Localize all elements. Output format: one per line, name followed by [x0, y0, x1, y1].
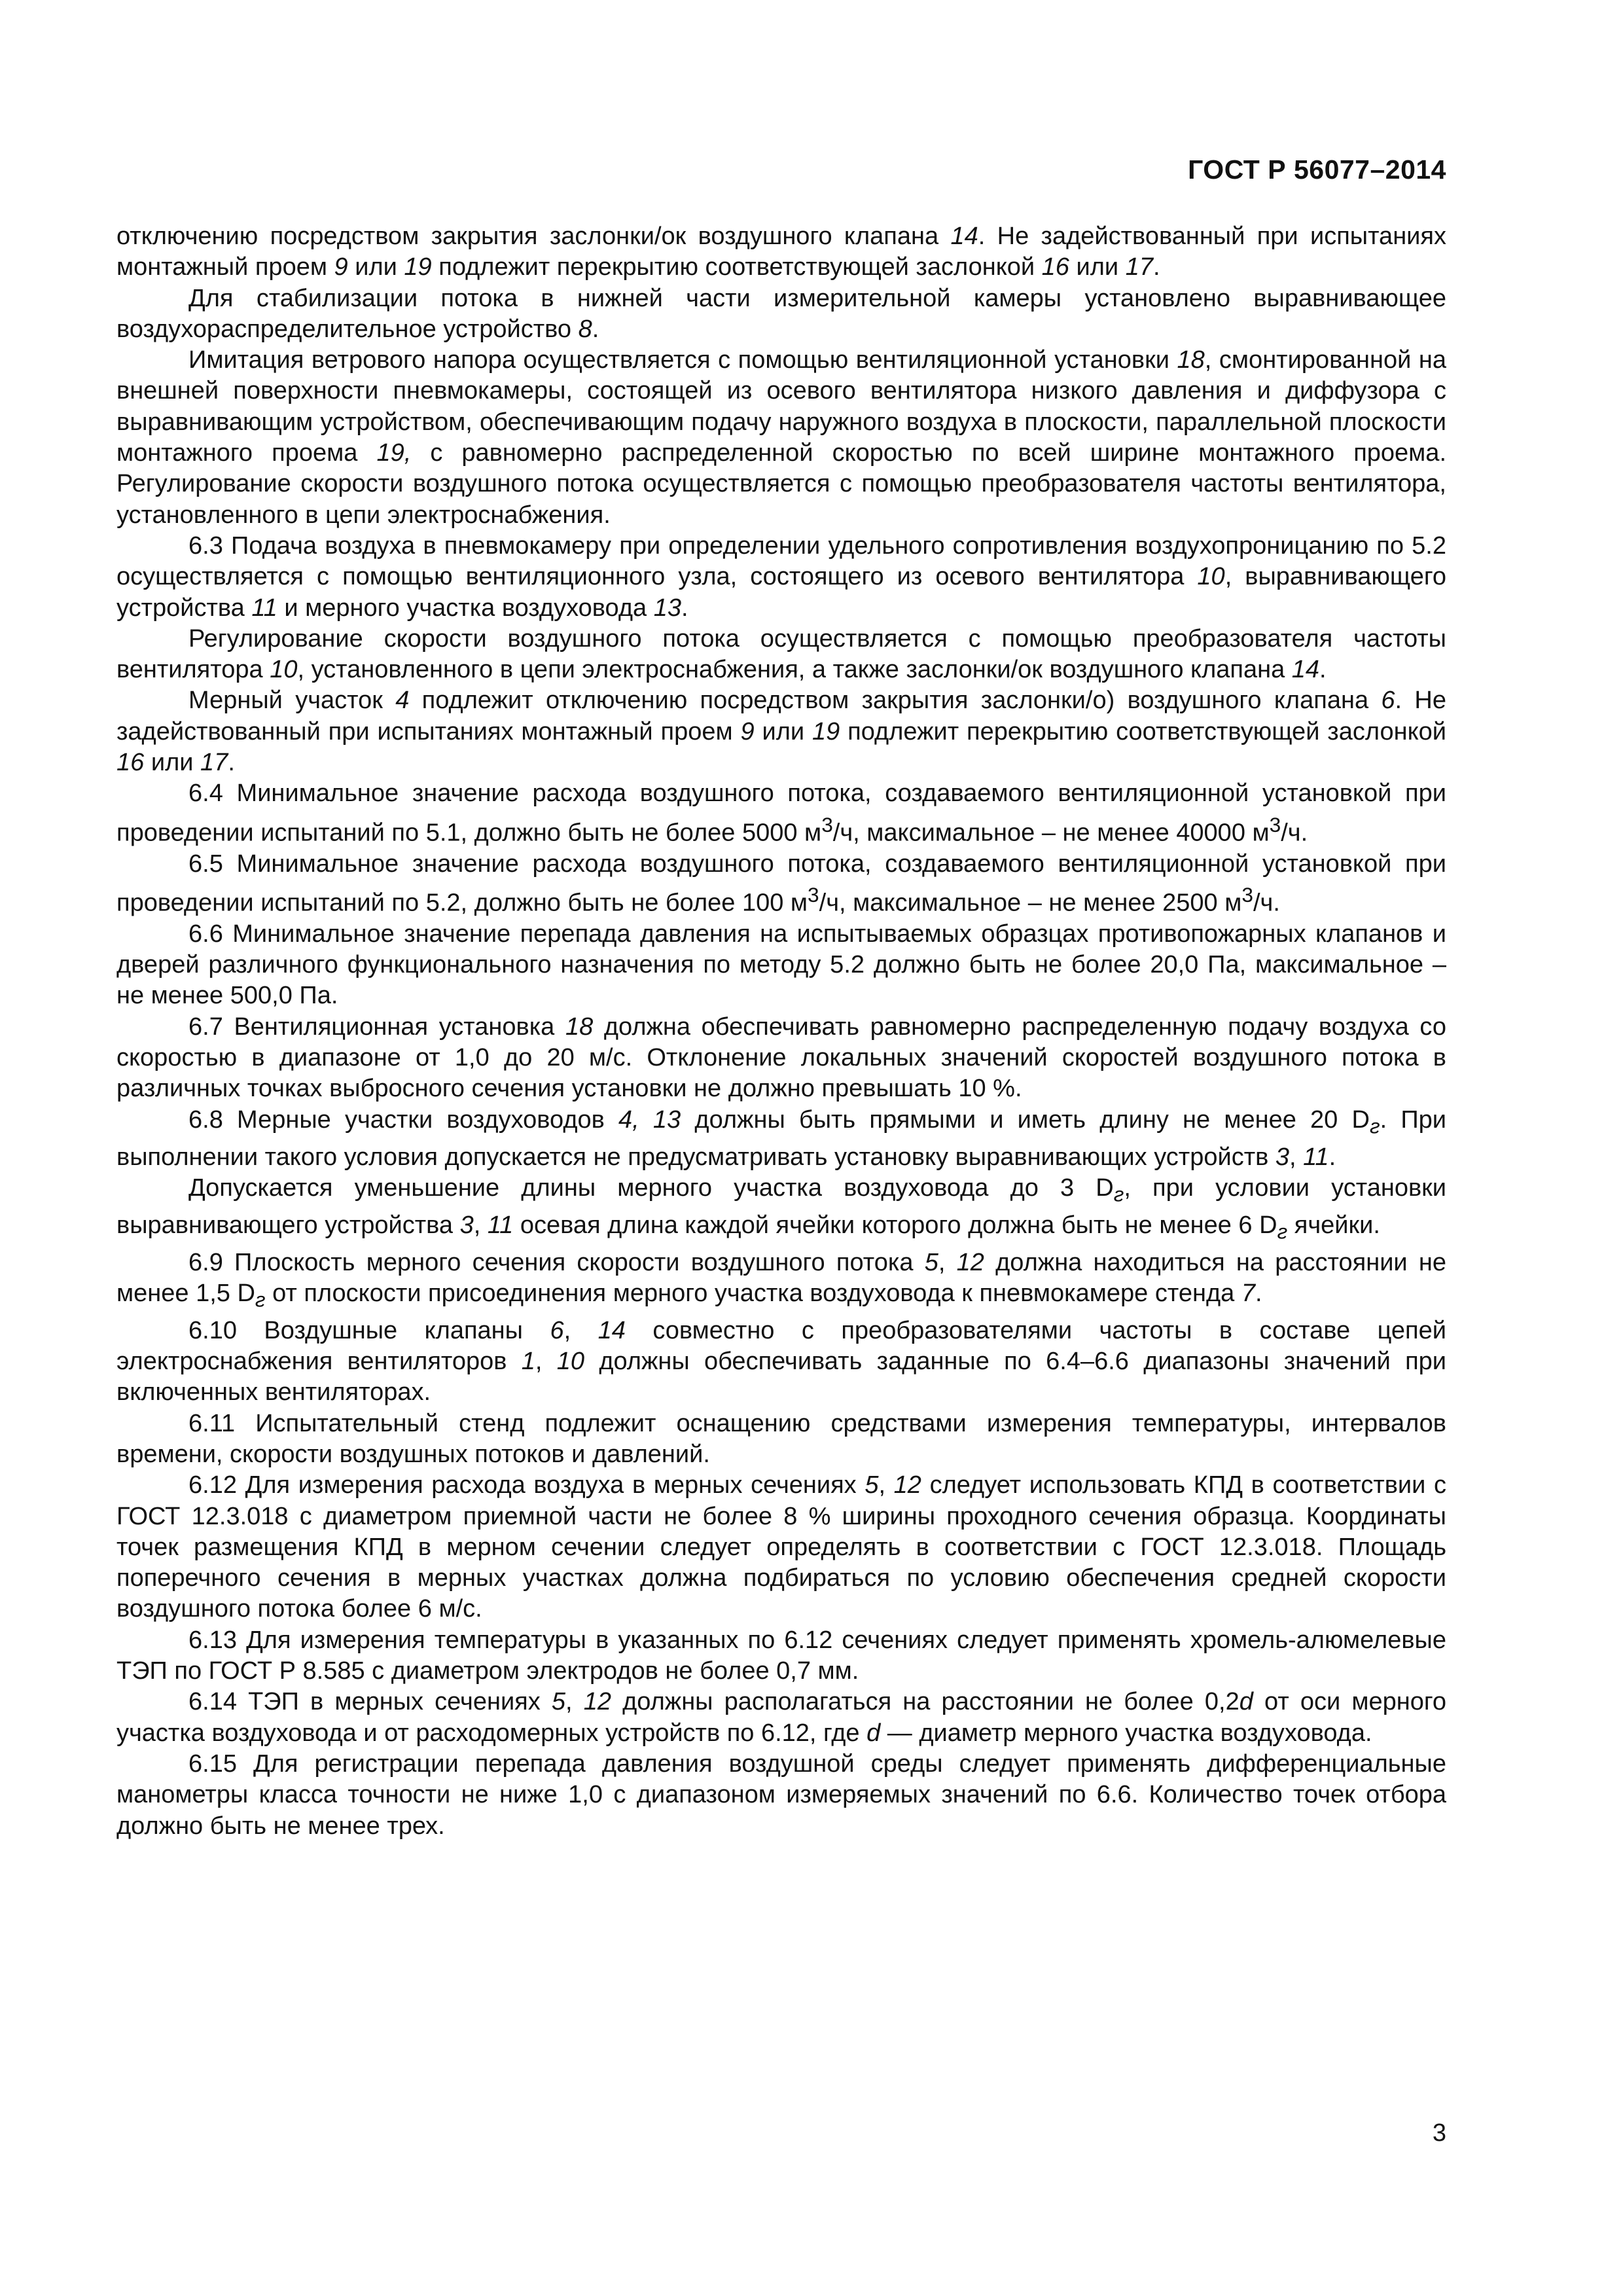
paragraph: Для стабилизации потока в нижней части измерительной камеры установлено выравнивающее воздухораспределительное устройство 8.: [116, 284, 1446, 343]
paragraph: 6.14 ТЭП в мерных сечениях 5, 12 должны располагаться на расстоянии не более 0,2d от оси мерного участка воздуховода и от расходомерных устройств по 6.12, где d — диаметр мерного участка воздуховода.: [116, 1688, 1446, 1747]
paragraph: Допускается уменьшение длины мерного участка воздуховода до 3 $D_г$, при условии установки выравнивающего устройства 3, 11 осевая длина каждой ячейки которого должна быть не менее 6 $D_г$ ячейки.: [116, 1174, 1446, 1244]
paragraph: Мерный участок 4 подлежит отключению посредством закрытия заслонки/о) воздушного клапана 6. Не задействованный при испытаниях монтажный проем 9 или 19 подлежит перекрытию соответствующей заслонкой 16 или 17.: [116, 687, 1447, 777]
page-number: 3: [1432, 2119, 1446, 2147]
paragraph: 6.9 Плоскость мерного сечения скорости воздушного потока 5, 12 должна находиться на расстоянии не менее 1,5 $D_г$ от плоскости присоединения мерного участка воздуховода к пневмокамере стенда 7.: [116, 1248, 1446, 1312]
paragraph: Регулирование скорости воздушного потока осуществляется с помощью преобразователя частоты вентилятора 10, установленного в цепи электроснабжения, а также заслонки/ок воздушного клапана 14.: [116, 624, 1446, 684]
paragraph: 6.13 Для измерения температуры в указанных по 6.12 сечениях следует применять хромель-алюмелевые ТЭП по ГОСТ Р 8.585 с диаметром электродов не более 0,7 мм.: [116, 1626, 1446, 1685]
paragraph: 6.8 Мерные участки воздуховодов 4, 13 должны быть прямыми и иметь длину не менее 20 $D_г$. При выполнении такого условия допускается не предусматривать установку выравнивающих устройств 3, 11.: [116, 1105, 1446, 1171]
paragraph: 6.15 Для регистрации перепада давления воздушной среды следует применять дифференциальные манометры класса точности не ниже 1,0 с диапазоном измеряемых значений по 6.6. Количество точек отбора должно быть не менее трех.: [116, 1749, 1446, 1840]
paragraph: 6.4 Минимальное значение расхода воздушного потока, создаваемого вентиляционной установкой при проведении испытаний по 5.1, должно быть не более 5000 $м^3/ч$, максимальное – не менее 40000 $м^3/ч$.: [116, 780, 1446, 847]
paragraph: 6.6 Минимальное значение перепада давления на испытываемых образцах противопожарных клапанов и дверей различного функционального назначения по методу 5.2 должно быть не более 20,0 Па, максимальное – не менее 500,0 Па.: [116, 920, 1446, 1010]
paragraph: 6.12 Для измерения расхода воздуха в мерных сечениях 5, 12 следует использовать КПД в соответствии с ГОСТ 12.3.018 с диаметром приемной части не более 8 % ширины проходного сечения образца. Координаты точек размещения КПД в мерном сечении следует определять в соответствии с ГОСТ 12.3.018. Площадь поперечного сечения в мерных участках должна подбираться по условию обеспечения средней скорости воздушного потока более 6 м/с.: [116, 1471, 1446, 1623]
paragraph: 6.3 Подача воздуха в пневмокамеру при определении удельного сопротивления воздухопроницанию по 5.2 осуществляется с помощью вентиляционного узла, состоящего из осевого вентилятора 10, выравнивающего устройства 11 и мерного участка воздуховода 13.: [116, 531, 1446, 622]
paragraph: отключению посредством закрытия заслонки/ок воздушного клапана 14. Не задействованный при испытаниях монтажный проем 9 или 19 подлежит перекрытию соответствующей заслонкой 16 или 17.: [116, 223, 1446, 281]
document-id-header: ГОСТ Р 56077–2014: [1188, 154, 1446, 185]
paragraph: 6.11 Испытательный стенд подлежит оснащению средствами измерения температуры, интервалов времени, скорости воздушных потоков и давлений.: [116, 1409, 1446, 1468]
paragraph: Имитация ветрового напора осуществляется с помощью вентиляционной установки 18, смонтированной на внешней поверхности пневмокамеры, состоящей из осевого вентилятора низкого давления и диффузора с выравнивающим устройством, обеспечивающим подачу наружного воздуха в плоскости, параллельной плоскости монтажного проема 19, с равномерно распределенной скоростью по всей ширине монтажного проема. Регулирование скорости воздушного потока осуществляется с помощью преобразователя частоты вентилятора, установленного в цепи электроснабжения.: [116, 346, 1446, 529]
paragraph: 6.5 Минимальное значение расхода воздушного потока, создаваемого вентиляционной установкой при проведении испытаний по 5.2, должно быть не более 100 $м^3/ч$, максимальное – не менее 2500 $м^3/ч$.: [116, 850, 1446, 917]
document-body: [116, 221, 1446, 1842]
paragraph: 6.7 Вентиляционная установка 18 должна обеспечивать равномерно распределенную подачу воздуха со скоростью в диапазоне от 1,0 до 20 м/с. Отклонение локальных значений скоростей воздушного потока в различных точках выбросного сечения установки не должно превышать 10 %.: [116, 1013, 1446, 1103]
paragraph: 6.10 Воздушные клапаны 6, 14 совместно с преобразователями частоты в составе цепей электроснабжения вентиляторов 1, 10 должны обеспечивать заданные по 6.4–6.6 диапазоны значений при включенных вентиляторах.: [116, 1316, 1447, 1407]
